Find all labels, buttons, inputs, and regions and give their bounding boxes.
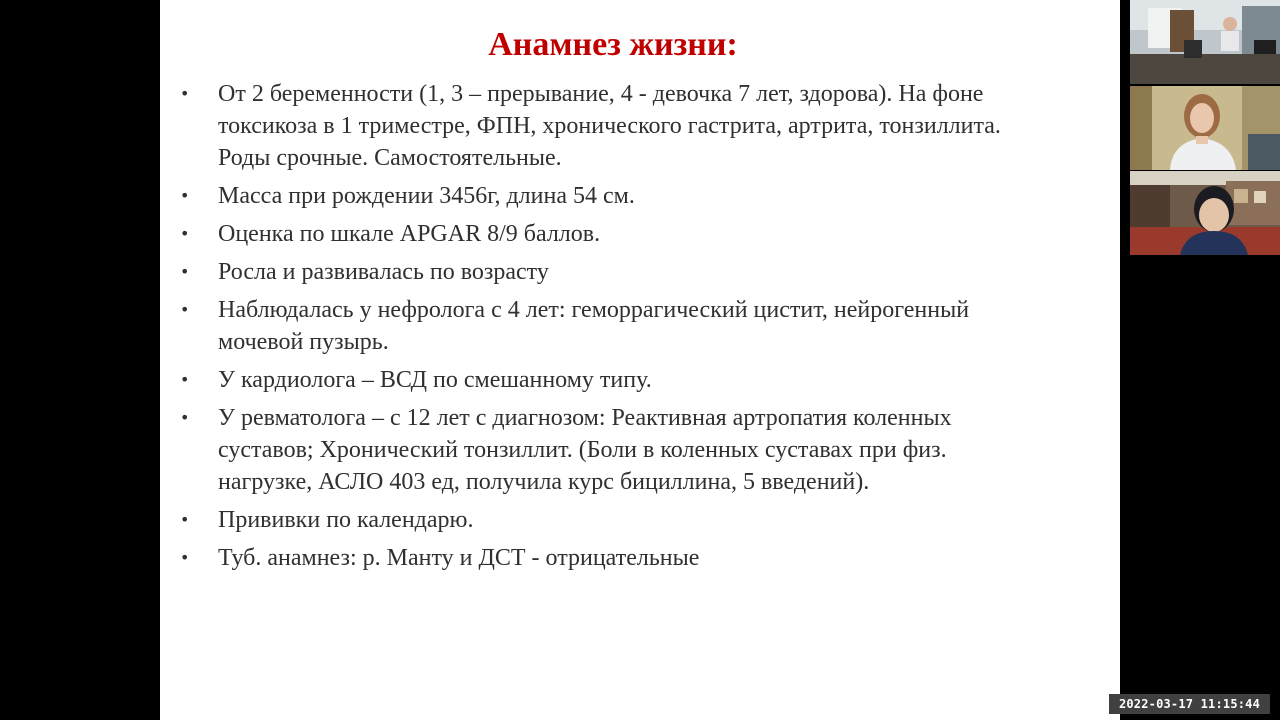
bullet-text-line: У кардиолога – ВСД по смешанному типу. — [218, 367, 652, 393]
bullet-text-line: нагрузке, АСЛО 403 ед, получила курс бициллина, 5 введений). — [218, 469, 870, 495]
participant-video-tile-2[interactable] — [1130, 86, 1280, 170]
bullet-item — [180, 402, 1080, 498]
bullet-dot-icon: • — [180, 408, 190, 427]
bullet-dot-icon: • — [180, 186, 190, 205]
bullet-text-line: Туб. анамнез: р. Манту и ДСТ - отрицательные — [218, 545, 700, 571]
bullet-dot-icon: • — [180, 510, 190, 529]
bullet-text-line: От 2 беременности (1, 3 – прерывание, 4 - девочка 7 лет, здорова). На фоне — [218, 81, 984, 107]
bullet-text-line: Оценка по шкале APGAR 8/9 баллов. — [218, 221, 601, 247]
bullet-text-line: токсикоза в 1 триместре, ФПН, хронического гастрита, артрита, тонзиллита. — [218, 113, 1001, 139]
bullet-item — [180, 180, 1080, 212]
bullet-text-line: Роды срочные. Самостоятельные. — [218, 145, 562, 171]
participant-2-camera-image — [1130, 86, 1280, 170]
participant-video-panel — [1120, 0, 1280, 720]
participant-3-camera-image — [1130, 171, 1280, 255]
bullet-list — [180, 78, 1080, 580]
bullet-text-line: Прививки по календарю. — [218, 507, 474, 533]
bullet-text-line: У ревматолога – с 12 лет с диагнозом: Реактивная артропатия коленных — [218, 405, 952, 431]
bullet-text-line: суставов; Хронический тонзиллит. (Боли в коленных суставах при физ. — [218, 437, 947, 463]
bullet-dot-icon: • — [180, 548, 190, 567]
bullet-dot-icon: • — [180, 224, 190, 243]
bullet-dot-icon: • — [180, 84, 190, 103]
participant-1-camera-image — [1130, 0, 1280, 84]
bullet-item — [180, 294, 1080, 358]
recording-timestamp: 2022-03-17 11:15:44 — [1109, 694, 1270, 714]
participant-video-tile-1[interactable] — [1130, 0, 1280, 84]
bullet-dot-icon: • — [180, 300, 190, 319]
slide-title: Анамнез жизни: — [488, 26, 738, 63]
bullet-dot-icon: • — [180, 370, 190, 389]
bullet-text-line: Масса при рождении 3456г, длина 54 см. — [218, 183, 635, 209]
bullet-text-line: Росла и развивалась по возрасту — [218, 259, 549, 285]
bullet-text-line: Наблюдалась у нефролога с 4 лет: геморрагический цистит, нейрогенный — [218, 297, 970, 323]
participant-video-tile-3[interactable] — [1130, 171, 1280, 255]
bullet-item — [180, 78, 1080, 174]
presentation-slide — [160, 0, 1120, 720]
bullet-item — [180, 256, 1080, 288]
bullet-item — [180, 542, 1080, 574]
bullet-item — [180, 504, 1080, 536]
bullet-item — [180, 218, 1080, 250]
bullet-text-line: мочевой пузырь. — [218, 329, 389, 355]
bullet-dot-icon: • — [180, 262, 190, 281]
bullet-item — [180, 364, 1080, 396]
